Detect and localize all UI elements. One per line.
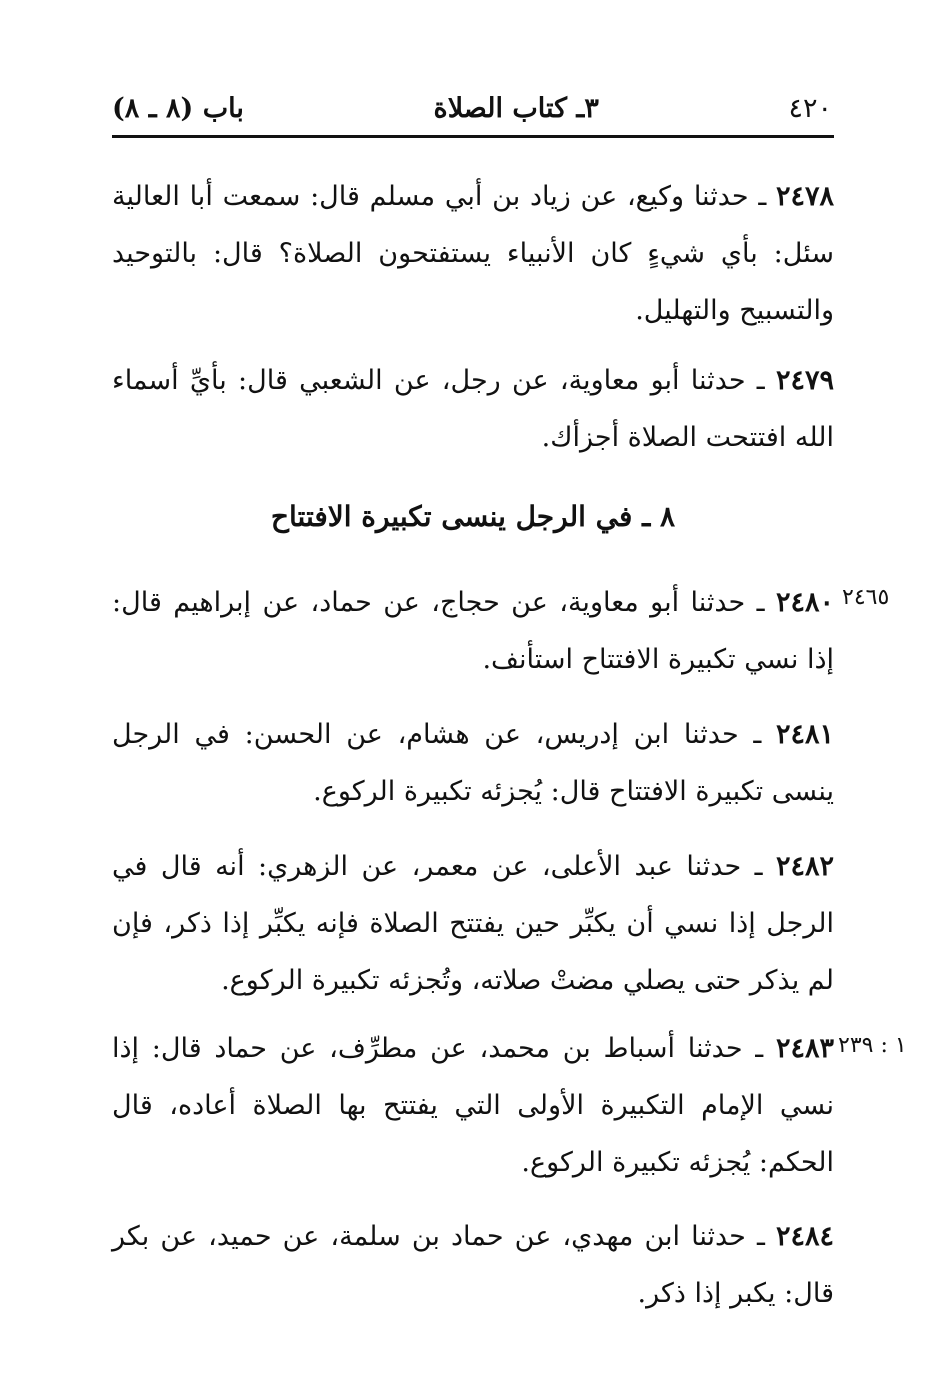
entry-number: ٢٤٨١ <box>775 719 834 750</box>
entry-text: ـ حدثنا ابن مهدي، عن حماد بن سلمة، عن حميد، عن بكر قال: يكبر إذا ذكر. <box>112 1221 834 1309</box>
margin-reference: ٢٤٦٥ <box>842 585 890 610</box>
chapter-ref: باب (٨ ـ ٨) <box>112 92 244 124</box>
entry-text: ـ حدثنا عبد الأعلى، عن معمر، عن الزهري: أنه قال في الرجل إذا نسي أن يكبِّر حين يفتتح الصلاة فإنه يكبِّر إذا ذكر، فإن لم يذكر حتى يصلي مضتْ صلاته، وتُجزئه تكبيرة الركوع. <box>112 851 834 996</box>
entry-2481 <box>112 706 834 820</box>
entry-2480 <box>112 574 834 688</box>
book-title: ٣ـ كتاب الصلاة <box>433 92 599 124</box>
section-heading: ٨ ـ في الرجل ينسى تكبيرة الافتتاح <box>270 500 676 533</box>
entry-text: ـ حدثنا وكيع، عن زياد بن أبي مسلم قال: سمعت أبا العالية سئل: بأي شيءٍ كان الأنبياء يستفتحون الصلاة؟ قال: بالتوحيد والتسبيح والتهليل. <box>112 181 834 326</box>
entry-2479 <box>112 352 834 466</box>
entry-number: ٢٤٨٣ <box>775 1033 834 1064</box>
entry-2478 <box>112 168 834 339</box>
entry-2483 <box>112 1020 834 1191</box>
header-rule <box>112 135 834 138</box>
entry-number: ٢٤٨٤ <box>775 1221 834 1252</box>
entry-text: ـ حدثنا أبو معاوية، عن رجل، عن الشعبي قال: بأيِّ أسماء الله افتتحت الصلاة أجزأك. <box>112 365 834 453</box>
entry-2482 <box>112 838 834 1009</box>
entry-text: ـ حدثنا أبو معاوية، عن حجاج، عن حماد، عن إبراهيم قال: إذا نسي تكبيرة الافتتاح استأنف. <box>112 587 834 675</box>
entry-number: ٢٤٨٠ <box>775 587 834 618</box>
entry-2484 <box>112 1208 834 1322</box>
entry-text: ـ حدثنا ابن إدريس، عن هشام، عن الحسن: في الرجل ينسى تكبيرة الافتتاح قال: يُجزئه تكبيرة الركوع. <box>112 719 834 807</box>
entry-number: ٢٤٧٨ <box>775 181 834 212</box>
entry-number: ٢٤٨٢ <box>775 851 834 882</box>
entry-number: ٢٤٧٩ <box>775 365 834 396</box>
margin-reference: ١ : ٢٣٩ <box>838 1033 907 1058</box>
page-header <box>112 88 832 128</box>
page-number: ٤٢٠ <box>788 92 832 124</box>
entry-text: ـ حدثنا أسباط بن محمد، عن مطرِّف، عن حماد قال: إذا نسي الإمام التكبيرة الأولى التي يفتتح بها الصلاة أعاده، قال الحكم: يُجزئه تكبيرة الركوع. <box>112 1033 834 1178</box>
